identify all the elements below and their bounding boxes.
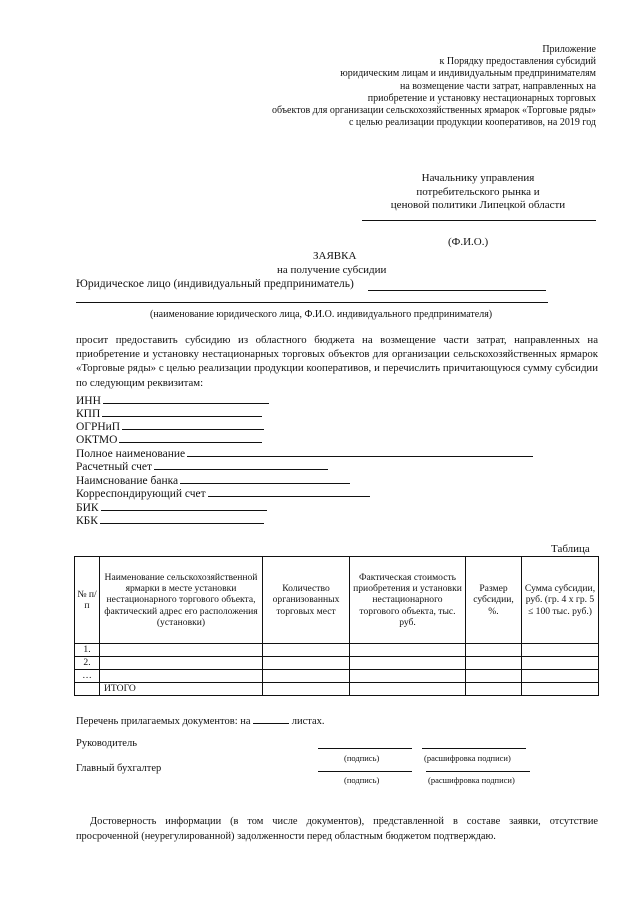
table-cell[interactable] <box>263 657 350 670</box>
requisite-corr-account <box>76 486 370 501</box>
attachments-suffix: листах. <box>291 716 325 727</box>
table-cell <box>75 683 100 696</box>
document-subtitle: на получение субсидии <box>277 264 387 276</box>
head-label: Руководитель <box>76 738 137 749</box>
header-line: с целью реализации продукции кооперативов, на 2019 год <box>348 117 596 129</box>
table-cell[interactable] <box>350 683 466 696</box>
request-paragraph: просит предоставить субсидию из областного бюджета на возмещение части затрат, направленных на приобретение и установку нестационарных торговых объектов для организации сельскохозяйственных ярмарок «Торговые ряды» с целью реализации продукции кооперативов, и перечислить причитающуюся сумму субсидии по следующим реквизитам: <box>76 334 598 389</box>
sheets-count-input[interactable] <box>253 714 289 724</box>
head-signature-line[interactable] <box>318 748 412 749</box>
table-cell[interactable] <box>100 657 263 670</box>
requisite-account <box>76 459 328 474</box>
table-cell[interactable] <box>466 683 522 696</box>
requisite-label: БИК <box>76 502 99 514</box>
head-decode-line[interactable] <box>422 748 526 749</box>
requisite-input-line[interactable] <box>103 393 269 404</box>
header-line: объектов для организации сельскохозяйственных ярмарок «Торговые ряды» <box>272 105 596 117</box>
table-total-row <box>75 683 599 696</box>
requisite-kbk <box>76 513 264 528</box>
header-line: приобретение и установку нестационарных торговых <box>367 92 596 104</box>
total-label: ИТОГО <box>100 683 263 696</box>
requisite-input-line[interactable] <box>102 406 262 417</box>
requisite-label: КБК <box>76 515 98 527</box>
accountant-label: Главный бухгалтер <box>76 763 162 774</box>
confirmation-paragraph: Достоверность информации (в том числе документов), представленной в составе заявки, отсутствие просроченной (неурегулированной) задолженности перед областным бюджетом подтверждаю. <box>76 816 598 842</box>
attachments-line <box>76 714 325 727</box>
table-row <box>75 657 599 670</box>
column-header: Размер субсидии, %. <box>466 557 522 644</box>
accountant-signature-line[interactable] <box>318 771 412 772</box>
header-line: Приложение <box>542 44 596 55</box>
applicant-input-line-2[interactable] <box>76 302 548 303</box>
table-cell[interactable] <box>350 670 466 683</box>
column-header: Количество организованных торговых мест <box>263 557 350 644</box>
decode-caption: (расшифровка подписи) <box>424 753 511 763</box>
table-cell[interactable] <box>522 683 599 696</box>
sign-caption: (подпись) <box>344 753 380 763</box>
requisite-label: Расчетный счет <box>76 461 152 473</box>
table-row <box>75 644 599 657</box>
table-cell[interactable] <box>522 644 599 657</box>
header-line: к Порядку предоставления субсидий <box>439 56 596 68</box>
table-cell[interactable] <box>350 644 466 657</box>
requisite-label: КПП <box>76 408 101 420</box>
requisite-input-line[interactable] <box>119 432 262 443</box>
subsidy-table <box>74 556 599 696</box>
header-line: юридическим лицам и индивидуальным предпринимателям <box>340 68 596 80</box>
appendix-header <box>176 44 596 129</box>
requisite-input-line[interactable] <box>101 500 267 511</box>
requisite-label: Наимснование банка <box>76 475 179 487</box>
decode-caption: (расшифровка подписи) <box>428 775 515 785</box>
requisite-input-line[interactable] <box>208 486 370 497</box>
table-cell[interactable] <box>522 657 599 670</box>
table-cell[interactable] <box>263 683 350 696</box>
addressee-line: потребительского рынка и <box>416 185 540 198</box>
addressee-block <box>360 172 596 213</box>
applicant-input-line[interactable] <box>368 290 546 291</box>
row-number: 1. <box>75 644 100 657</box>
column-header: Сумма субсидии, руб. (гр. 4 х гр. 5 ≤ 100 тыс. руб.) <box>522 557 599 644</box>
requisite-input-line[interactable] <box>180 473 350 484</box>
table-cell[interactable] <box>466 657 522 670</box>
requisite-label: Полное наименование <box>76 448 186 460</box>
document-title: ЗАЯВКА <box>313 250 357 262</box>
table-cell[interactable] <box>263 670 350 683</box>
table-cell[interactable] <box>100 644 263 657</box>
table-cell[interactable] <box>263 644 350 657</box>
requisite-input-line[interactable] <box>100 513 264 524</box>
addressee-line: Начальнику управления <box>421 172 535 184</box>
row-number: … <box>75 670 100 683</box>
addressee-line: ценовой политики Липецкой области <box>390 199 566 211</box>
attachments-prefix: Перечень прилагаемых документов: на <box>76 716 251 727</box>
table-caption: Таблица <box>551 543 590 555</box>
requisite-input-line[interactable] <box>154 459 328 470</box>
applicant-label: Юридическое лицо (индивидуальный предприниматель) <box>76 278 354 290</box>
accountant-decode-line[interactable] <box>426 771 530 772</box>
sign-caption: (подпись) <box>344 775 380 785</box>
table-row <box>75 670 599 683</box>
table-cell[interactable] <box>522 670 599 683</box>
requisite-label: ИНН <box>76 395 101 407</box>
row-number: 2. <box>75 657 100 670</box>
column-header: Наименование сельскохозяйственной ярмарки в месте установки нестационарного торгового объекта, фактический адрес его расположения (установки) <box>100 557 263 644</box>
column-header: № п/п <box>75 557 100 644</box>
requisite-input-line[interactable] <box>187 446 533 457</box>
requisite-label: Корреспондирующий счет <box>76 488 206 500</box>
header-line: на возмещение части затрат, направленных на <box>399 80 596 92</box>
requisite-label: ОКТМО <box>76 434 118 446</box>
table-cell[interactable] <box>466 644 522 657</box>
table-header-row <box>75 557 599 644</box>
applicant-caption: (наименование юридического лица, Ф.И.О. индивидуального предпринимателя) <box>150 309 493 320</box>
requisite-label: ОГРНиП <box>76 421 121 433</box>
table-cell[interactable] <box>100 670 263 683</box>
requisite-input-line[interactable] <box>122 419 264 430</box>
requisite-oktmo <box>76 432 262 447</box>
column-header: Фактическая стоимость приобретения и установки нестационарного торгового объекта, тыс. руб. <box>350 557 466 644</box>
table-cell[interactable] <box>466 670 522 683</box>
fio-caption: (Ф.И.О.) <box>448 236 489 248</box>
addressee-fio-line[interactable] <box>362 220 596 221</box>
table-cell[interactable] <box>350 657 466 670</box>
